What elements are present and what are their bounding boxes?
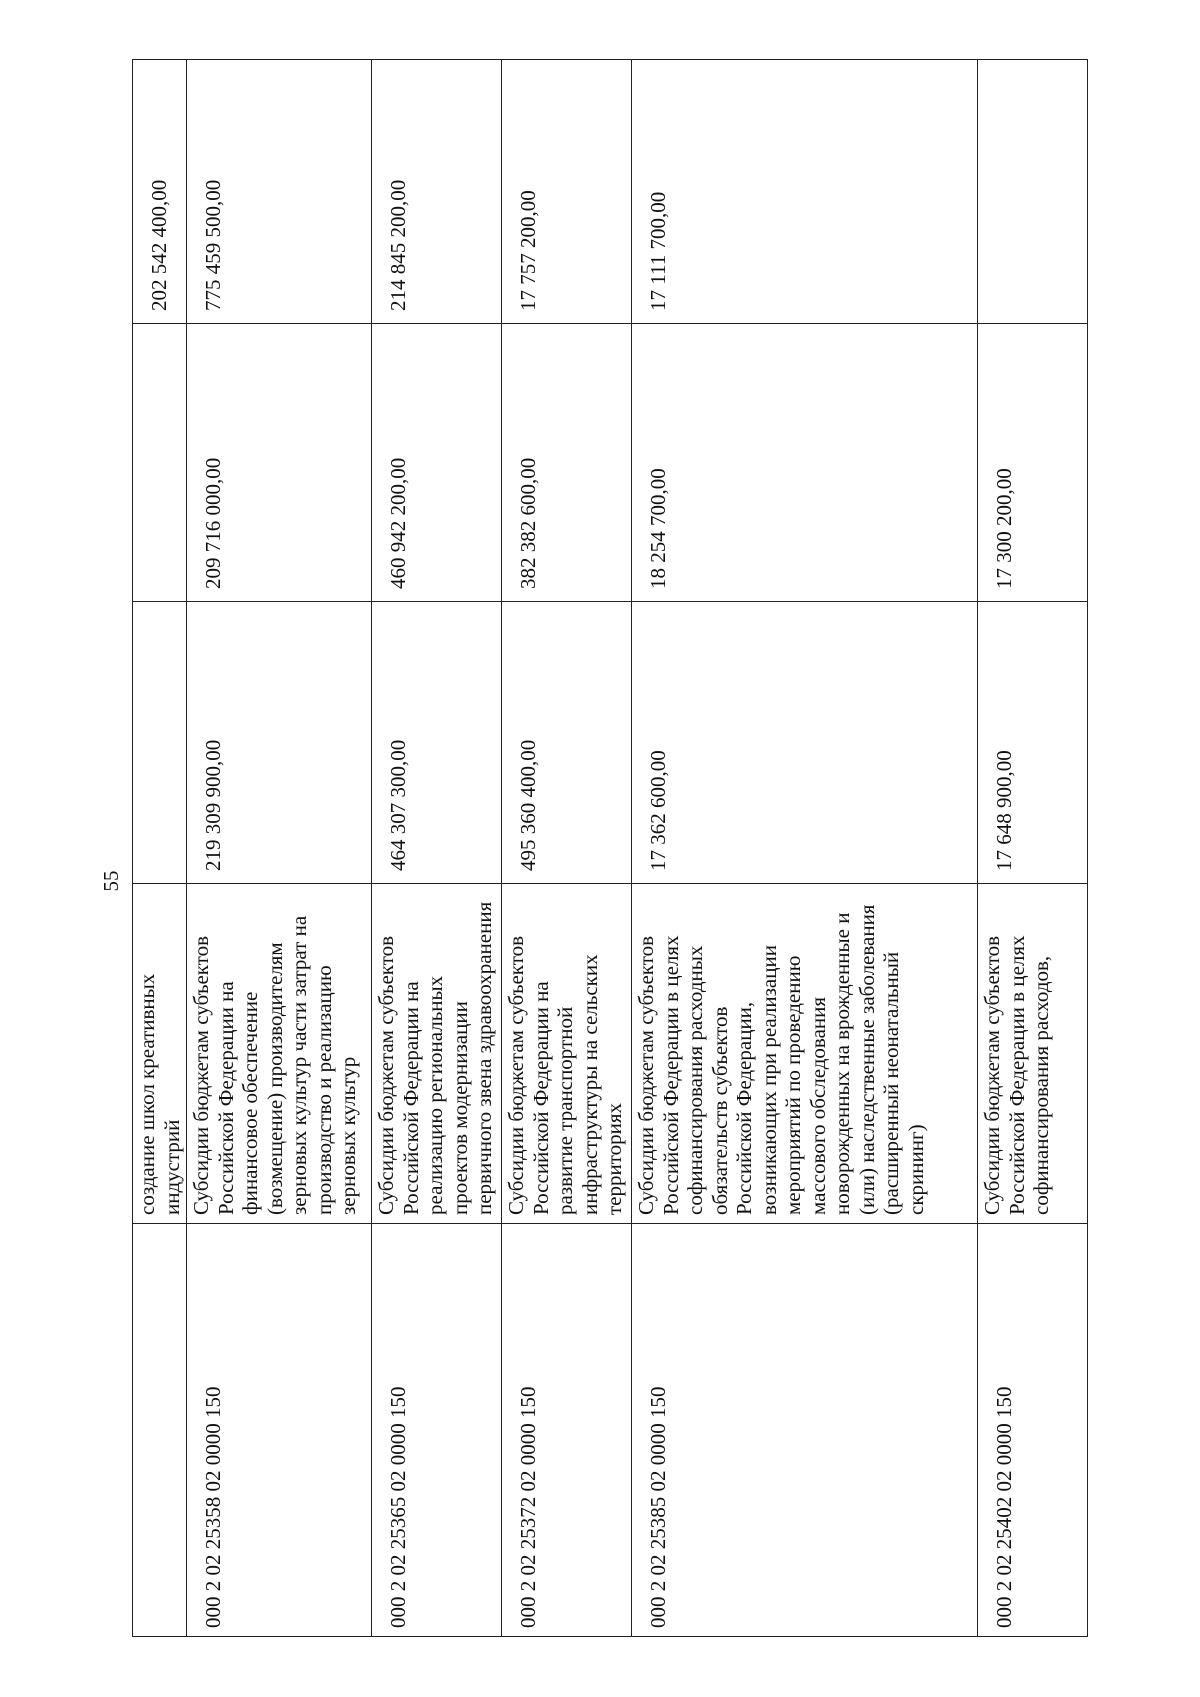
table-row [133,60,187,1637]
table-row [978,60,1088,1637]
table-row [372,60,502,1637]
amount-cell-2: 17 300 200,00 [978,324,1088,602]
amount-cell-2: 18 254 700,00 [632,324,978,602]
amount-cell-1: 219 309 900,00 [187,602,372,884]
amount-cell-1: 17 648 900,00 [978,602,1088,884]
description-cell: Субсидии бюджетам субъектов Российской Федерации в целях софинансирования расходных обязательств субъектов Российской Федерации, возникающих при реализации мероприятий по проведению массового обследования новорожденных на врожденные и (или) наследственные заболевания (расширенный неонатальный скрининг) [632,884,978,1224]
budget-code-cell: 000 2 02 25365 02 0000 150 [372,1224,502,1637]
amount-cell-3: 17 757 200,00 [502,60,632,324]
budget-code-cell [133,1224,187,1637]
amount-cell-1: 17 362 600,00 [632,602,978,884]
amount-cell-2: 209 716 000,00 [187,324,372,602]
budget-code-cell: 000 2 02 25385 02 0000 150 [632,1224,978,1637]
table-row [632,60,978,1637]
amount-cell-2 [133,324,187,602]
amount-cell-3: 202 542 400,00 [133,60,187,324]
amount-cell-1: 464 307 300,00 [372,602,502,884]
description-cell: Субсидии бюджетам субъектов Российской Федерации на реализацию региональных проектов модернизации первичного звена здравоохранения [372,884,502,1224]
table-row [502,60,632,1637]
description-cell: Субсидии бюджетам субъектов Российской Федерации в целях софинансирования расходов, [978,884,1088,1224]
page-number: 55 [99,870,123,892]
amount-cell-2: 460 942 200,00 [372,324,502,602]
budget-table [132,59,1088,1637]
amount-cell-3: 214 845 200,00 [372,60,502,324]
budget-code-cell: 000 2 02 25402 02 0000 150 [978,1224,1088,1637]
table-wrapper [132,60,1087,1637]
amount-cell-3: 775 459 500,00 [187,60,372,324]
rotated-table-area [132,60,1200,1628]
amount-cell-1: 495 360 400,00 [502,602,632,884]
amount-cell-3: 17 111 700,00 [632,60,978,324]
description-cell: Субсидии бюджетам субъектов Российской Федерации на развитие транспортной инфраструктуры на сельских территориях [502,884,632,1224]
budget-code-cell: 000 2 02 25372 02 0000 150 [502,1224,632,1637]
description-cell: Субсидии бюджетам субъектов Российской Федерации на финансовое обеспечение (возмещение) производителям зерновых культур части затрат на производство и реализацию зерновых культур [187,884,372,1224]
description-cell: создание школ креативных индустрий [133,884,187,1224]
amount-cell-2: 382 382 600,00 [502,324,632,602]
amount-cell-1 [133,602,187,884]
amount-cell-3 [978,60,1088,324]
table-row [187,60,372,1637]
budget-code-cell: 000 2 02 25358 02 0000 150 [187,1224,372,1637]
